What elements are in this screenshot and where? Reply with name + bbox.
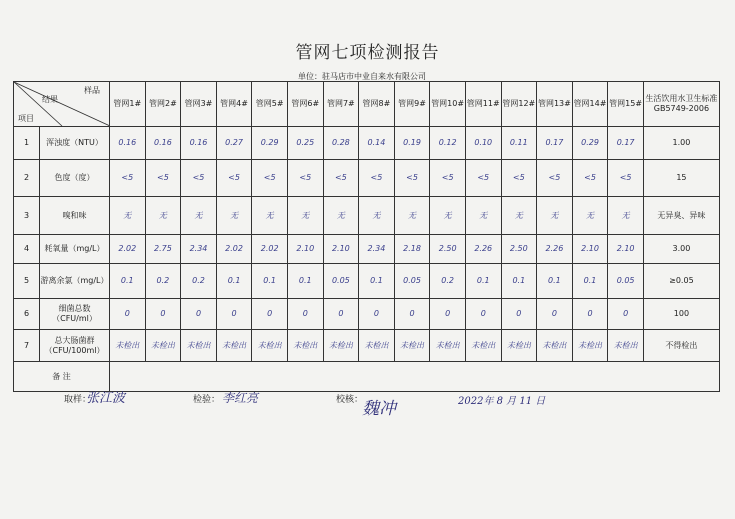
result-cell: 无	[608, 197, 644, 235]
result-cell: 2.02	[252, 235, 288, 264]
result-cell: 0	[145, 299, 181, 330]
result-cell: 未检出	[572, 330, 608, 362]
row-number: 2	[14, 160, 40, 197]
sample-header-15: 管网15#	[608, 82, 644, 127]
result-cell: 2.10	[572, 235, 608, 264]
header-row	[14, 82, 720, 127]
report-title: 管网七项检测报告	[295, 43, 440, 63]
result-cell: 2.10	[287, 235, 323, 264]
result-cell: 0	[323, 299, 359, 330]
result-cell: 无	[465, 197, 501, 235]
result-cell: 2.10	[608, 235, 644, 264]
table-row	[14, 160, 720, 197]
result-cell: 0	[252, 299, 288, 330]
result-cell: 无	[287, 197, 323, 235]
standard-value: 无异臭、异味	[643, 197, 719, 235]
result-cell: 2.02	[216, 235, 252, 264]
result-cell: <5	[216, 160, 252, 197]
result-cell: 未检出	[501, 330, 537, 362]
result-cell: 无	[145, 197, 181, 235]
result-cell: 未检出	[110, 330, 146, 362]
sampler-signature: 张江波	[86, 391, 126, 406]
result-cell: 0.05	[323, 264, 359, 299]
result-cell: 0.10	[465, 127, 501, 160]
result-cell: 0.11	[501, 127, 537, 160]
result-cell: 2.75	[145, 235, 181, 264]
result-cell: 0.29	[572, 127, 608, 160]
result-cell: 0.1	[465, 264, 501, 299]
sample-label: 样品	[84, 86, 100, 95]
result-cell: <5	[394, 160, 430, 197]
table-row	[14, 330, 720, 362]
result-cell: 无	[572, 197, 608, 235]
test-item-name: 总大肠菌群（CFU/100ml）	[40, 330, 110, 362]
result-cell: 无	[110, 197, 146, 235]
test-item-name: 游离余氯（mg/L）	[40, 264, 110, 299]
standard-value: ≥0.05	[643, 264, 719, 299]
result-label: 结果	[42, 95, 58, 104]
row-number: 7	[14, 330, 40, 362]
result-cell: 无	[501, 197, 537, 235]
result-cell: 2.02	[110, 235, 146, 264]
result-cell: 未检出	[608, 330, 644, 362]
sample-header-13: 管网13#	[537, 82, 573, 127]
checker-label: 校核：	[336, 395, 364, 405]
result-cell: 0.1	[216, 264, 252, 299]
result-cell: <5	[287, 160, 323, 197]
result-cell: <5	[181, 160, 217, 197]
result-cell: 无	[252, 197, 288, 235]
result-cell: 0.29	[252, 127, 288, 160]
result-cell: 0.16	[181, 127, 217, 160]
result-cell: 无	[537, 197, 573, 235]
result-cell: 0.1	[110, 264, 146, 299]
result-cell: 2.50	[430, 235, 466, 264]
result-cell: 2.10	[323, 235, 359, 264]
result-cell: 0	[181, 299, 217, 330]
result-cell: <5	[252, 160, 288, 197]
report-table	[13, 81, 720, 392]
result-cell: 未检出	[359, 330, 395, 362]
result-cell: <5	[430, 160, 466, 197]
sample-header-8: 管网8#	[359, 82, 395, 127]
result-cell: 无	[323, 197, 359, 235]
result-cell: <5	[359, 160, 395, 197]
sample-header-12: 管网12#	[501, 82, 537, 127]
test-item-name: 嗅和味	[40, 197, 110, 235]
result-cell: 0.2	[145, 264, 181, 299]
result-cell: <5	[501, 160, 537, 197]
result-cell: 0.16	[110, 127, 146, 160]
result-cell: 0.1	[359, 264, 395, 299]
sample-header-6: 管网6#	[287, 82, 323, 127]
report-date: 2022年 8 月 11 日	[458, 396, 546, 407]
header-corner-cell	[14, 82, 110, 127]
result-cell: 未检出	[394, 330, 430, 362]
result-cell: 0	[608, 299, 644, 330]
result-cell: 0	[465, 299, 501, 330]
company-unit: 单位：驻马店市中业自来水有限公司	[298, 72, 426, 81]
result-cell: 未检出	[537, 330, 573, 362]
result-cell: 0	[359, 299, 395, 330]
table-row	[14, 299, 720, 330]
table-row	[14, 127, 720, 160]
result-cell: 0.28	[323, 127, 359, 160]
result-cell: <5	[537, 160, 573, 197]
standard-value: 15	[643, 160, 719, 197]
result-cell: 未检出	[252, 330, 288, 362]
result-cell: 0.12	[430, 127, 466, 160]
result-cell: 未检出	[181, 330, 217, 362]
result-cell: 0.17	[608, 127, 644, 160]
result-cell: 无	[181, 197, 217, 235]
result-cell: 未检出	[465, 330, 501, 362]
result-cell: 0	[216, 299, 252, 330]
checker-signature: 魏冲	[362, 399, 396, 419]
remarks-label: 备 注	[14, 362, 110, 392]
result-cell: 无	[216, 197, 252, 235]
result-cell: 0.17	[537, 127, 573, 160]
result-cell: 未检出	[145, 330, 181, 362]
sample-header-4: 管网4#	[216, 82, 252, 127]
result-cell: 0.27	[216, 127, 252, 160]
row-number: 5	[14, 264, 40, 299]
standard-header: 生活饮用水卫生标准GB5749-2006	[643, 82, 719, 127]
sample-header-5: 管网5#	[252, 82, 288, 127]
result-cell: 0.1	[501, 264, 537, 299]
result-cell: 0.1	[537, 264, 573, 299]
row-number: 4	[14, 235, 40, 264]
result-cell: 0.1	[252, 264, 288, 299]
result-cell: 无	[359, 197, 395, 235]
result-cell: 未检出	[287, 330, 323, 362]
result-cell: 2.18	[394, 235, 430, 264]
test-item-name: 细菌总数（CFU/ml）	[40, 299, 110, 330]
result-cell: 2.34	[359, 235, 395, 264]
result-cell: 0.25	[287, 127, 323, 160]
standard-value: 3.00	[643, 235, 719, 264]
row-number: 6	[14, 299, 40, 330]
result-cell: 未检出	[430, 330, 466, 362]
result-cell: 0	[110, 299, 146, 330]
result-cell: 无	[394, 197, 430, 235]
test-item-name: 耗氧量（mg/L）	[40, 235, 110, 264]
result-cell: 0.2	[181, 264, 217, 299]
inspector-signature: 李红亮	[222, 391, 259, 405]
sample-header-14: 管网14#	[572, 82, 608, 127]
inspector-label: 检验：	[193, 395, 221, 405]
sample-header-7: 管网7#	[323, 82, 359, 127]
result-cell: 0	[287, 299, 323, 330]
test-item-name: 色度（度）	[40, 160, 110, 197]
sampler-label: 取样：	[64, 395, 92, 405]
result-cell: 2.26	[537, 235, 573, 264]
sample-header-9: 管网9#	[394, 82, 430, 127]
result-cell: 0.05	[608, 264, 644, 299]
sample-header-11: 管网11#	[465, 82, 501, 127]
table-row	[14, 264, 720, 299]
sample-header-3: 管网3#	[181, 82, 217, 127]
standard-value: 1.00	[643, 127, 719, 160]
result-cell: 0.1	[287, 264, 323, 299]
result-cell: 0	[572, 299, 608, 330]
table-row	[14, 235, 720, 264]
row-number: 3	[14, 197, 40, 235]
result-cell: <5	[323, 160, 359, 197]
result-cell: 2.34	[181, 235, 217, 264]
result-cell: <5	[145, 160, 181, 197]
result-cell: 0	[501, 299, 537, 330]
result-cell: <5	[465, 160, 501, 197]
standard-value: 不得检出	[643, 330, 719, 362]
result-cell: 未检出	[323, 330, 359, 362]
remarks-content	[110, 362, 720, 392]
result-cell: 0.05	[394, 264, 430, 299]
result-cell: 0.14	[359, 127, 395, 160]
item-label: 项目	[18, 114, 34, 123]
table-row	[14, 197, 720, 235]
result-cell: 0	[430, 299, 466, 330]
result-cell: 0.2	[430, 264, 466, 299]
standard-value: 100	[643, 299, 719, 330]
result-cell: 0.19	[394, 127, 430, 160]
sample-header-2: 管网2#	[145, 82, 181, 127]
result-cell: 0	[537, 299, 573, 330]
result-cell: 0	[394, 299, 430, 330]
result-cell: <5	[572, 160, 608, 197]
row-number: 1	[14, 127, 40, 160]
result-cell: 0.1	[572, 264, 608, 299]
sample-header-10: 管网10#	[430, 82, 466, 127]
result-cell: 2.50	[501, 235, 537, 264]
result-cell: 未检出	[216, 330, 252, 362]
result-cell: 2.26	[465, 235, 501, 264]
result-cell: <5	[110, 160, 146, 197]
result-cell: <5	[608, 160, 644, 197]
sample-header-1: 管网1#	[110, 82, 146, 127]
result-cell: 无	[430, 197, 466, 235]
test-item-name: 浑浊度（NTU）	[40, 127, 110, 160]
result-cell: 0.16	[145, 127, 181, 160]
